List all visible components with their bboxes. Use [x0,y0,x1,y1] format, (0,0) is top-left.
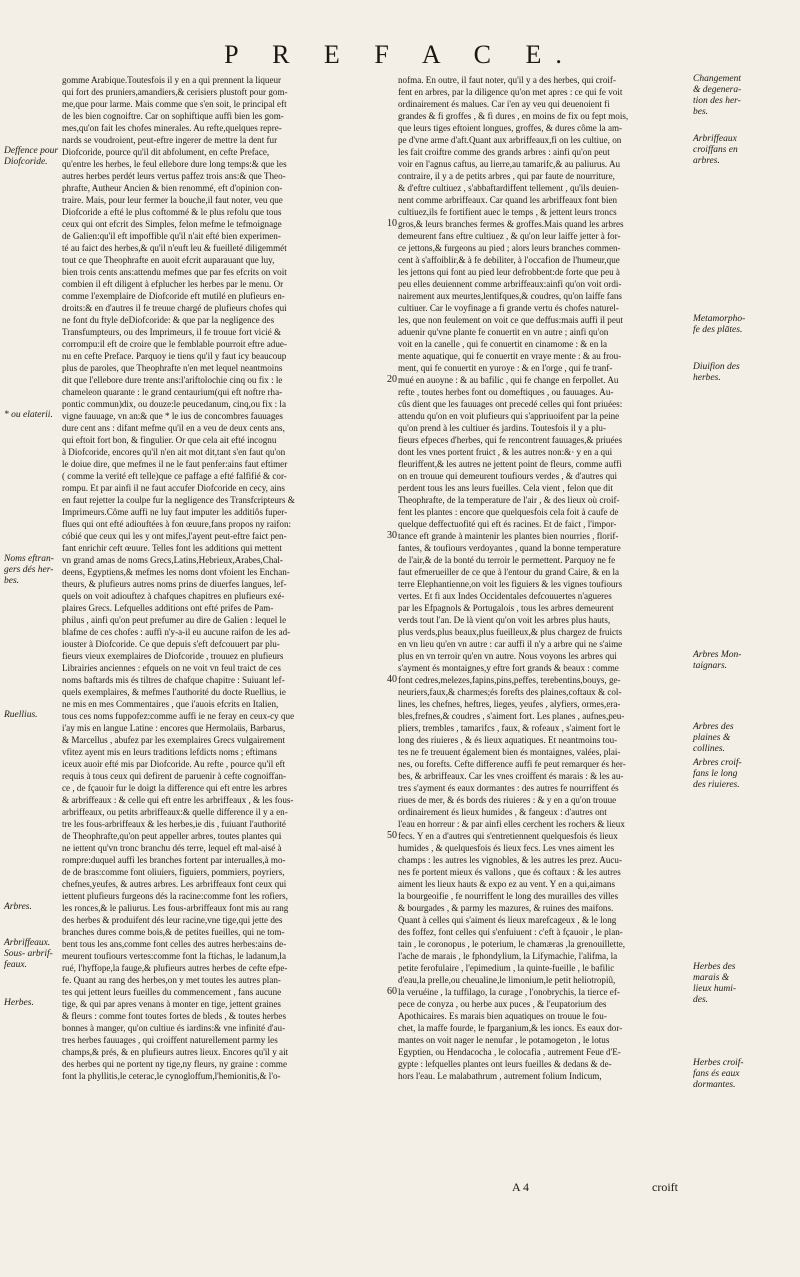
text-line: fieurs vieux exemplaires de Diofcoride , trouuez en plufieurs [62,651,284,661]
text-line: nards se voudroient, peut-eftre ingerer de mettre la dent fur [62,135,278,145]
line-number: 50 [387,830,397,841]
text-line: noms baftards mis és tiltres de chafque chapitre : Suiuant lef- [62,675,285,685]
text-line: champs,& prés, & en plufieurs autres lieux. Encores qu'il y ait [62,1047,289,1057]
margin-note-line: Diuifion des [693,362,740,372]
margin-note-line: Arbres croif- [693,758,742,768]
text-line: la bourgeoifie , fe nourriffent le long des murailles des villes [398,891,619,901]
text-line: qui eftoit fort bon, & fingulier. Or que cela ait efté incognu [62,435,277,445]
line-number: 60 [387,986,397,997]
text-line: Theophrafte, de la temperature de l'air , & des lieux où croif- [398,495,620,505]
margin-note-line: tion des her- [693,96,741,106]
text-line: de l'air,& de la bonté du terroir le permettent. Parquoy ne fe [398,555,616,565]
text-line: tout ce que Theophrafte en auoit efcrit auparauant que luy, [62,255,275,265]
text-line: deens, Egyptiens,& mefmes les noms dont vfoient les Enchan- [62,567,290,577]
line-number: 10 [387,218,397,229]
text-line: qu'on prend à les cultiuer és jardins. Toutesfois il y a plu- [398,423,606,433]
margin-note [693,758,793,791]
text-line: cultiuez,ils fe fortifient auec le temps , & jettent leurs troncs [398,207,617,217]
text-line: requis à tous ceux qui defirent de paruenir à cefte cognoiffan- [62,771,287,781]
text-line: font la phyllitis,le ceterac,le cynogloffum,l'hemionitis,& l'o- [62,1071,281,1081]
text-line: s'ayment és montaignes,y eftre fort grands & beaux : comme [398,663,619,673]
margin-note [4,938,58,971]
text-line: nes fe portent mieux és vallons , que és coftaux : & les autres [398,867,621,877]
text-line: vn grand amas de noms Grecs,Latins,Hebrieux,Arabes,Chal- [62,555,283,565]
text-line: nu en cefte Preface. Parquoy ie tiens qu'il y faut icy beaucoup [62,351,287,361]
text-line: dit que l'ellebore dure trente ans:l'ariftolochie cinq ou fix : le [62,375,283,385]
margin-note-line: dormantes. [693,1080,736,1090]
margin-note [4,710,58,721]
text-line: qu'entre les herbes, le feul ellebore dure long temps:& que les [62,159,287,169]
margin-note-line: des. [693,995,709,1005]
text-line: contraire, il y a de petits arbres , qui par faute de nourriture, [398,171,615,181]
margin-note-line: Changement [693,74,742,84]
margin-note-line: arbres. [693,156,720,166]
text-line: arbriffeaux, ou petits arbriffeaux:& quelle difference il y a en- [62,807,288,817]
margin-note [4,902,58,913]
text-line: cóbié que ceux qui les y ont mifes,l'ayent peut-eftre faict pen- [62,531,287,541]
margin-note-line: Noms eftran- [4,554,54,564]
text-line: ce , de fçauoir fur le doigt la difference qui eft entre les arbres [62,783,288,793]
text-line: vigne fauuage, vn an:& que * le ius de concombres fauuages [62,411,283,421]
text-line: les jettons qui font au pied leur defrobbent:de forte que peu à [398,267,620,277]
text-line: & Marcellus , abufez par les exemplaires Grecs vulgairement [62,735,285,745]
text-line: aiment les lieux hauts & expo ez au vent. Y en a qui,aimans [398,879,616,889]
text-line: ne iettent qu'vn tronc branchu dés terre, lequel eft mal-aisé à [62,843,282,853]
text-line: des herbes qui ne portent ny tige,ny fleurs, ny graine : comme [62,1059,288,1069]
signature-mark: A 4 [512,1180,530,1194]
margin-note-line: lieux humi- [693,984,737,994]
text-line: droits:& en d'autres il fe treuue chargé de plufieurs chofes qui [62,303,287,313]
text-line: quels exemplaires, & mefmes l'authorité du docte Ruellius, ie [62,687,286,697]
text-line: corrompu:il eft de croire que le femblable pourroit eftre adue- [62,339,287,349]
text-line: fe. Quant au rang des herbes,on y met toutes les autres plan- [62,975,281,985]
text-line: tous ces noms fuppofez:comme auffi ie ne feray en ceux-cy que [62,711,295,721]
text-line: nairement aux meurtes,lentifques,& coudres, qu'on laiffe fans [398,291,622,301]
margin-note-line: Arbres des [693,722,734,732]
margin-note-line: Arbres. [4,902,32,912]
margin-note-line: fe des plātes. [693,325,743,335]
text-line: ordinairement és malues. Car i'en ay veu qui deuenoient fi [398,99,610,109]
text-line: tres s'ayment és eaux dormantes : des autres fe nourriffent és [398,783,619,793]
text-line: attendu qu'on en voit plufieurs qui s'appriuoifent par la peine [398,411,620,421]
margin-note-line: Arbres Mon- [693,650,742,660]
text-line: l'ache de marais , le fphondylium, la Lifymachie, l'alifma, la [398,951,618,961]
text-line: les, que non feulement on voit ce que deffus:mais auffi il peut [398,315,623,325]
text-line: comme l'exemplaire de Diofcoride eft mutilé en plufieurs en- [62,291,285,301]
text-line: hors l'eau. Le malabathrum , autrement folium Indicum, [398,1071,602,1081]
margin-note-line: & degenera- [693,85,742,95]
text-line: Transfumpteurs, ou des Imprimeurs, il fe trouue fort vicié & [62,327,282,337]
text-line: ne font du ftyle deDiofcoride: & que par la negligence des [62,315,275,325]
margin-note-line: Arbriffeaux. [4,938,51,948]
margin-note-line: bes. [4,576,20,586]
text-line: ( comme la verité eft telle)que ce paffage a efté falfifié & cor- [62,471,287,481]
text-line: tain , le coronopus , le poterium, le chamæras ,la grenouillette, [398,939,626,949]
text-line: Librairies anciennes : efquels on ne voit vn feul traict de ces [62,663,281,673]
text-line: champs : les autres les vignobles, & les autres les prez. Aucu- [398,855,622,865]
text-line: nent comme arbriffeaux. Car quand les arbriffeaux font bien [398,195,618,205]
text-line: chefnes,yeufes, & autres arbres. Les arbriffeaux font ceux qui [62,879,287,889]
text-line: rompre:duquel auffi les branches fortent par interualles,à mo- [62,855,286,865]
text-line: quels on voit adiouftez à chafques chapitres en plufieurs exé- [62,591,285,601]
running-header: P R E F A C E. [224,40,576,69]
text-line: que leurs tiges eftoient longues, groffes, & dures côme la am- [398,123,623,133]
margin-note-line: collines. [693,744,725,754]
text-line: en vn lieu qu'en vn autre : car auffi il n'y a arbre qui ne s'aime [398,639,623,649]
margin-note [4,554,58,587]
margin-note-line: taignars. [693,661,728,671]
text-line: tance eft grande à maintenir les plantes bien nourries , florif- [398,531,619,541]
text-line: rompu. Et par ainfi il ne faut accufer Diofcoride en cecy, ains [62,483,285,493]
text-line: pece de conyza , ou herbe aux puces , & l'eupatorium des [398,999,607,1009]
text-line: bien trois cents ans:attendu mefmes que par fes efcrits on voit [62,267,287,277]
margin-note [693,962,793,1006]
text-line: des foffez, font celles qui s'enfuiuent : c'eft à fçauoir , le plan- [398,927,623,937]
text-line: voit en la canelle , qui fe conuertit en cinamome : & en la [398,339,608,349]
margin-note-line: Metamorpho- [693,314,746,324]
margin-note-line: * ou elaterii. [4,410,53,420]
text-line: Diofcoride, pource qu'il dit abfolument, en cefte Preface, [62,147,270,157]
text-line: meurent toufiours vertes:comme font la ftichas, le ladanum,la [62,951,286,961]
text-line: mente aquatique, qui fe conuertit en vraye mente : & au frou- [398,351,622,361]
text-line: lines, les chefnes, heftres, lieges, yeufes , alyfiers, ormes,era- [398,699,621,709]
margin-note-line: Herbes croif- [693,1058,744,1068]
text-line: on en trouue qui demeurent toufiours verdes , & d'autres qui [398,471,618,481]
margin-note-line: Deffence pour [4,146,59,156]
text-line: vfitez ayent mis en leurs traditions lefdicts noms ; eftimans [62,747,277,757]
margin-note [693,314,793,336]
text-line: i'ay mis en langue Latine : encores que Hermolaüs, Barbarus, [62,723,286,733]
text-line: perdent tous les ans leurs fueilles. Cela vient , felon que dit [398,483,613,493]
text-line: branches dures comme bois,& de petites fueilles, qui ne tom- [62,927,285,937]
margin-note-line: Sous- arbrif- [4,949,53,959]
text-line: theurs, & plufieurs autres noms prins de diuerfes langues, lef- [62,579,287,589]
margin-note-line: bes. [693,107,709,117]
text-line: riues de mer, & és bords des riuieres : & y en a qu'on trouue [398,795,617,805]
text-line: nes, ou forefts. Cefte difference auffi fe peut remarquer és her- [398,759,626,769]
text-line: iouster à Diofcoride. Ce que depuis s'eft defcouuert par plu- [62,639,280,649]
margin-note [693,1058,793,1091]
text-line: iettent plufieurs furgeons dés la racine:comme font les rofiers, [62,891,288,901]
text-line: cultiuer. Car le voyfinage a fi grande vertu és chofes naturel- [398,303,619,313]
margin-note [693,134,793,167]
text-line: de les bien cognoiftre. Car on sophiftique auffi bien les gom- [62,111,284,121]
margin-note [4,146,58,168]
text-line: les fait croiftre comme des grands arbres : ainfi qu'on peut [398,147,610,157]
text-line: dont les vnes portent fruict , & les autres non:&· y en a qui [398,447,613,457]
text-line: à Diofcoride, encores qu'il n'en ait mot dit,tant s'en faut qu'on [62,447,286,457]
text-line: mes,qu'on fait les chofes minerales. Au refte,quelques repre- [62,123,282,133]
text-line: verds tout l'an. De là vient qu'on voit les arbres plus hauts, [398,615,611,625]
margin-note-line: Ruellius. [4,710,38,720]
text-line: & arbriffeaux : & celle qui eft entre les arbriffeaux , & les fous- [62,795,294,805]
text-line: philus , ainfi qu'on peut prefumer au dire de Galien : lequel le [62,615,287,625]
text-line: fieurs efpeces d'herbes, qui fe rencontrent fauuages,& priuées [398,435,623,445]
margin-note-line: croiffans en [693,145,738,155]
margin-note-line: gers dés her- [4,565,54,575]
text-line: tige, & qui par apres venans à monter en tige, jettent graines [62,999,281,1009]
text-line: quelque deffectuofité qui eft és racines. Et de faict , l'impor- [398,519,617,529]
text-line: fent en arbres, par la diligence qu'on met apres : ce qui fe voit [398,87,623,97]
text-line: peu elles deuiennent comme arbriffeaux:ainfi qu'on voit ordi- [398,279,622,289]
text-line: qui fort des pruniers,amandiers,& cerisiers plustoft pour gom- [62,87,288,97]
margin-note-line: feaux. [4,960,27,970]
text-line: Imprimeurs.Côme auffi ne luy faut imputer les additiôs fuper- [62,507,288,517]
text-line: & d'eftre cultiuez , s'abbaftardiffent tellement , qu'ils deuien- [398,183,619,193]
text-line: fleuriffent,& les autres ne jettent point de fleurs, comme auffi [398,459,622,469]
text-line: phrafte, Autheur Ancien & bien renommé, eft d'opinion con- [62,183,283,193]
margin-note-line: fans és eaux [693,1069,740,1079]
text-line: aduenir qu'vne plante fe conuertit en vn autre ; ainfi qu'on [398,327,609,337]
text-line: bes, & arbriffeaux. Car les vnes croiffent és marais : & les au- [398,771,624,781]
text-line: autres herbes perdét leurs vertus paffez trois ans:& que Theo- [62,171,286,181]
text-line: fent les plantes : encore que quelquesfois cela foit à caufe de [398,507,619,517]
text-line: chameleon quarante : le grand centaurium(qui eft noftre rha- [62,387,283,397]
text-line: tes ne fe treuuent également bien és montaignes, valées, plai- [398,747,621,757]
text-line: gypte : lefquelles plantes ont leurs fueilles & dedans & de- [398,1059,612,1069]
text-line: l'eau en horreur : & par ainfi elles cerchent les rochers & lieux [398,819,625,829]
text-line: me,que pour larme. Mais comme que s'en soit, le principal eft [62,99,287,109]
text-line: ordinairement és lieux humides , & fangeux : d'autres ont [398,807,607,817]
margin-note-line: fans le long [693,769,738,779]
text-line: & fleurs : comme font toutes fortes de bleds , & toutes herbes [62,1011,287,1021]
text-line: ce jettons,& furgeons au pied ; alors leurs branches commen- [398,243,621,253]
text-line: terre Elephantienne,on voit les figuiers & les vignes toufiours [398,579,623,589]
text-line: plus de paroles, que Theophrafte n'en met lequel neantmoins [62,363,283,373]
text-line: la veruéine , la tuffilago, la curage , l'onobrychis, la tierce ef- [398,987,620,997]
margin-note [693,74,793,118]
line-number: 40 [387,674,397,685]
margin-note-line: Diofcoride. [4,157,48,167]
text-line: demeurent fans eftre cultiuez , & qu'on leur laiffe jetter à for- [398,231,621,241]
margin-note-line: des riuieres. [693,780,740,790]
text-line: Apothicaires. Es marais bien aquatiques on trouue le fou- [398,1011,607,1021]
text-line: le doiue dire, que mefmes il ne le faut penfer:ains faut eftimer [62,459,288,469]
text-line: nofma. En outre, il faut noter, qu'il y a des herbes, qui croif- [398,75,616,85]
text-line: ment, qui fe conuertit en yuroye : & en l'orge , qui fe tranf- [398,363,613,373]
text-line: d'eau,la prelle,ou cheualine,le limonium,le petit heliotropiũ, [398,975,616,985]
text-line: par les Efpagnols & Portugalois , tous les arbres demeurent [398,603,614,613]
text-line: fantes, & toufiours verdoyantes , quand la bonne temperature [398,543,621,553]
line-number: 20 [387,374,397,385]
margin-note [4,410,58,421]
text-line: gomme Arabique.Toutesfois il y en a qui prennent la liqueur [62,75,282,85]
text-line: des herbes & produifent dés leur racine,vne tige,qui jette des [62,915,283,925]
text-line: bonnes à manger, qu'on cultiue és iardins:& vne infinité d'au- [62,1023,286,1033]
text-line: flues qui ont efté adiouftées à fon œuure,fans propos ny raifon: [62,519,292,529]
text-line: Egyptien, ou Hendacocha , le colocafia , autrement Feue d'E- [398,1047,621,1057]
text-line: tes qui jettent leurs fueilles du commencement , fans aucune [62,987,282,997]
text-line: chet, la maffe fourde, le fparganium,& les ioncs. Es eaux dor- [398,1023,623,1033]
line-number: 30 [387,530,397,541]
text-line: dure cent ans : difant mefme qu'il en a veu de deux cents ans, [62,423,285,433]
text-line: ne mis en mes Commentaires , que i'auois efcrits en Italien, [62,699,279,709]
margin-note-line: herbes. [693,373,721,383]
left-text-column [62,74,386,1082]
text-line: Diofcoride a efté le plus coftommé & le plus refolu que tous [62,207,282,217]
text-line: font cedres,melezes,fapins,pins,peffes, terebentins,bouys, ge- [398,675,621,685]
text-line: pe d'vne arme d'aft.Quant aux arbriffeaux,fi on les cultiue, on [398,135,622,145]
text-line: plaires Grecs. Lefquelles additions ont efté prifes de Pam- [62,603,274,613]
text-line: pontic commun)dix, ou douze:le peucedanum, cinq,ou fix : la [62,399,287,409]
text-line: traire. Mais, pour leur fermer la bouche,il faut noter, veu que [62,195,283,205]
text-line: combien il eft diligent à efplucher les herbes par le menu. Or [62,279,284,289]
text-line: vertes. Et fi aux Indes Occidentales defcouuertes n'agueres [398,591,612,601]
text-line: blafme de ces chofes : auffi n'y-a-il eu aucune raifon de les ad- [62,627,291,637]
text-line: faut efmerueiller de ce que à l'entour du grand Caire, & en la [398,567,620,577]
text-line: fant enrichir ceft œuure. Telles font les additions qui mettent [62,543,282,553]
margin-note-line: Herbes des [693,962,736,972]
margin-note [693,362,793,384]
text-line: de de bras:comme font oliuiers, figuiers, pommiers, poyriers, [62,867,285,877]
margin-note-line: plaines & [693,733,731,743]
right-text-column [398,74,686,1082]
text-line: rué, l'hyffope,la fauge,& plufieurs autres herbes de cefte efpe- [62,963,288,973]
margin-note [693,650,793,672]
text-line: iceux auoir efté mis par Diofcoride. Au refte , pource qu'il eft [62,759,286,769]
text-line: de Galien:qu'il eft impoffible qu'il n'ait efté bien experimen- [62,231,281,241]
text-line: cent à s'affoiblir,& à fe debiliter, à l'occafion de l'humeur,que [398,255,620,265]
text-line: bles,frefnes,& coudres , s'aiment fort. Les planes , aufnes,peu- [398,711,625,721]
margin-note-line: marais & [693,973,730,983]
text-line: de Theophrafte,qu'on peut appeller arbres, toutes plantes qui [62,831,282,841]
text-line: ceux qui ont efcrit des Simples, felon mefme le tefmoignage [62,219,282,229]
text-line: fecs. Y en a d'autres qui s'entretiennent quelquesfois és lieux [398,831,618,841]
text-line: Quant à celles qui s'aiment és lieux marefcageux , & le long [398,915,617,925]
text-line: les ronces,& le paliurus. Les fous-arbriffeaux font mis au rang [62,903,289,913]
text-line: té au faict des herbes,& qu'il n'euft leu & fueilleté diligemmét [62,243,287,253]
text-line: long des riuieres , & és lieux aquatiques. Et neantmoins tou- [398,735,618,745]
text-line: pliers, trembles , tamarifcs , faux, & rofeaux , s'aiment fort le [398,723,621,733]
margin-note [4,998,58,1009]
text-line: plus verds,plus beaux,plus fueilleux,& plus chargez de fruicts [398,627,623,637]
text-line: neuriers,faux,& charmes;és forefts des plaines,coftaux & col- [398,687,622,697]
text-line: bent tous les ans,comme font celles des autres herbes:ains de- [62,939,287,949]
text-line: refte , toutes herbes font ou domeftiques , ou fauuages. Au- [398,387,614,397]
text-line: voir en l'agnus caftus, au lierre,au tamarifc,& au paliurus. Au [398,159,621,169]
margin-note [693,722,793,755]
catchword: croift [652,1180,678,1194]
text-line: petite ferofulaire , l'epimedium , la quinte-fueille , le bafilic [398,963,615,973]
text-line: tres herbes fauuages , qui croiffent naturellement parmy les [62,1035,278,1045]
text-line: grandes & fi groffes , & fi dures , en moins de fix ou fept mois, [398,111,629,121]
text-line: mantes on voit nager le nenufar , le potamogeton , le lotus [398,1035,610,1045]
text-line: humides , & quelquesfois és lieux fecs. Les vnes aiment les [398,843,615,853]
margin-note-line: Herbes. [4,998,34,1008]
text-line: gros,& leurs branches fermes & groffes.Mais quand les arbres [398,219,624,229]
text-line: cûs dient que les fauuages ont precedé celles qui font priuées: [398,399,623,409]
text-line: & bourgades , & parmy les mazures, & ruines des maifons. [398,903,614,913]
text-line: en faut rejetter la coulpe fur la negligence des Transfcripteurs & [62,495,295,505]
text-line: tre les fous-arbriffeaux & les herbes,ie dis , fuiuant l'authorité [62,819,286,829]
text-line: mué en auoyne : & au bafilic , qui fe change en ferpollet. Au [398,375,619,385]
text-line: plus en vn terroir qu'en vn autre. Nous voyons les arbres qui [398,651,617,661]
margin-note-line: Arbriffeaux [693,134,737,144]
